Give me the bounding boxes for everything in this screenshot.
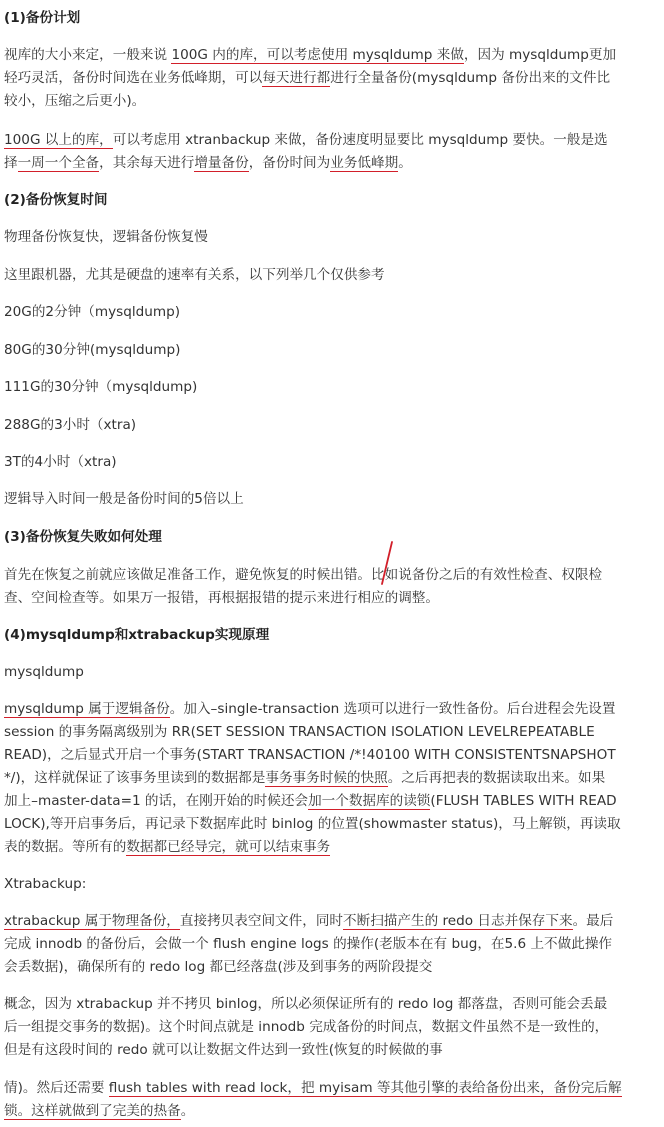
paragraph-line: READ)，之后显式开启一个事务(START TRANSACTION /*!40100 WITH CONSISTENTSNAPSHOT	[4, 747, 616, 763]
paragraph-line: 查、空间检查等。如果万一报错，再根据报错的提示来进行相应的调整。	[4, 590, 439, 606]
pen-stroke-mark	[376, 540, 396, 586]
paragraph-line: 首先在恢复之前就应该做足准备工作，避免恢复的时候出错。比如说备份之后的有效性检查、权限检	[4, 567, 603, 583]
text-line: 逻辑导入时间一般是备份时间的5倍以上	[4, 491, 244, 507]
underline-highlight: 增量备份	[194, 155, 249, 171]
paragraph-line: 完成 innodb 的备份后，会做一个 flush engine logs 的操作(老版本在有 bug，在5.6 上不做此操作	[4, 936, 613, 952]
underline-highlight: mysqldump 属于逻辑备份	[4, 701, 170, 717]
paragraph-line: 视库的大小来定，一般来说 100G 内的库，可以考虑使用 mysqldump 来做，因为 mysqldump更加	[4, 47, 617, 63]
paragraph-line: xtrabackup 属于物理备份，直接拷贝表空间文件，同时不断扫描产生的 redo 日志并保存下来。最后	[4, 913, 614, 929]
paragraph-line: 会丢数据)，确保所有的 redo log 都已经落盘(涉及到事务的两阶段提交	[4, 959, 433, 975]
paragraph-line: mysqldump 属于逻辑备份。加入–single-transaction 选项可以进行一致性备份。后台进程会先设置	[4, 701, 616, 717]
underline-highlight: 锁。这样就做到了完美的热备	[4, 1103, 181, 1119]
heading-restore-failure: (3)备份恢复失败如何处理	[4, 529, 162, 545]
underline-highlight: flush tables with read lock，把 myisam 等其他引擎的表给备份出来，备份完后解	[108, 1080, 622, 1096]
underline-highlight: 每天进行都	[262, 70, 331, 86]
text-line: 111G的30分钟（mysqldump)	[4, 379, 198, 395]
paragraph-line: 加上–master-data=1 的话，在刚开始的时候还会加一个数据库的读锁(FLUSH TABLES WITH READ	[4, 793, 617, 809]
paragraph-line: */)，这样就保证了该事务里读到的数据都是事务事务时候的快照。之后再把表的数据读取出来。如果	[4, 770, 606, 786]
underline-highlight: 加一个数据库的读锁	[308, 793, 431, 809]
text-line: 80G的30分钟(mysqldump)	[4, 342, 181, 358]
text-line: 20G的2分钟（mysqldump)	[4, 304, 181, 320]
underline-highlight: 100G 内的库，可以考虑使用 mysqldump 来做	[171, 47, 464, 63]
paragraph-line: 择一周一个全备，其余每天进行增量备份，备份时间为业务低峰期。	[4, 155, 412, 171]
text-line: 3T的4小时（xtra)	[4, 454, 117, 470]
heading-principles: (4)mysqldump和xtrabackup实现原理	[4, 627, 270, 643]
paragraph-line: 100G 以上的库，可以考虑用 xtranbackup 来做，备份速度明显要比 mysqldump 要快。一般是选	[4, 132, 608, 148]
heading-backup-plan: (1)备份计划	[4, 10, 81, 26]
subheading-xtrabackup: Xtrabackup:	[4, 876, 87, 892]
paragraph-line: 锁。这样就做到了完美的热备。	[4, 1103, 195, 1119]
underline-highlight: 不断扫描产生的 redo 日志并保存下来	[343, 913, 573, 929]
underline-highlight: xtrabackup 属于物理备份，	[4, 913, 180, 929]
subheading-mysqldump: mysqldump	[4, 664, 84, 680]
underline-highlight: 数据都已经导完，就可以结束事务	[126, 839, 331, 855]
underline-highlight: 一周一个全备	[17, 155, 100, 171]
text-line: 288G的3小时（xtra)	[4, 417, 137, 433]
text-line: 这里跟机器，尤其是硬盘的速率有关系，以下列举几个仅供参考	[4, 267, 385, 283]
underline-highlight: 100G 以上的库，	[4, 132, 113, 148]
paragraph-line: 轻巧灵活，备份时间选在业务低峰期，可以每天进行都进行全量备份(mysqldump 备份出来的文件比	[4, 70, 611, 86]
paragraph-line: 但是有这段时间的 redo 就可以让数据文件达到一致性(恢复的时候做的事	[4, 1042, 443, 1058]
underline-highlight: 事务事务时候的快照	[265, 770, 388, 786]
paragraph-line: 情)。然后还需要 flush tables with read lock，把 myisam 等其他引擎的表给备份出来，备份完后解	[4, 1080, 622, 1096]
heading-restore-time: (2)备份恢复时间	[4, 192, 108, 208]
text-line: 物理备份恢复快，逻辑备份恢复慢	[4, 229, 208, 245]
paragraph-line: session 的事务隔离级别为 RR(SET SESSION TRANSACTION ISOLATION LEVELREPEATABLE	[4, 724, 595, 740]
paragraph-line: 较小，压缩之后更小)。	[4, 93, 146, 109]
paragraph-line: 表的数据。等所有的数据都已经导完，就可以结束事务	[4, 839, 331, 855]
paragraph-line: 概念，因为 xtrabackup 并不拷贝 binlog，所以必须保证所有的 redo log 都落盘，否则可能会丢最	[4, 996, 608, 1012]
paragraph-line: LOCK),等开启事务后，再记录下数据库此时 binlog 的位置(showmaster status)，马上解锁，再读取	[4, 816, 621, 832]
underline-highlight: 业务低峰期	[330, 155, 399, 171]
paragraph-line: 后一组提交事务的数据)。这个时间点就是 innodb 完成备份的时间点，数据文件虽然不是一致性的，	[4, 1019, 609, 1035]
